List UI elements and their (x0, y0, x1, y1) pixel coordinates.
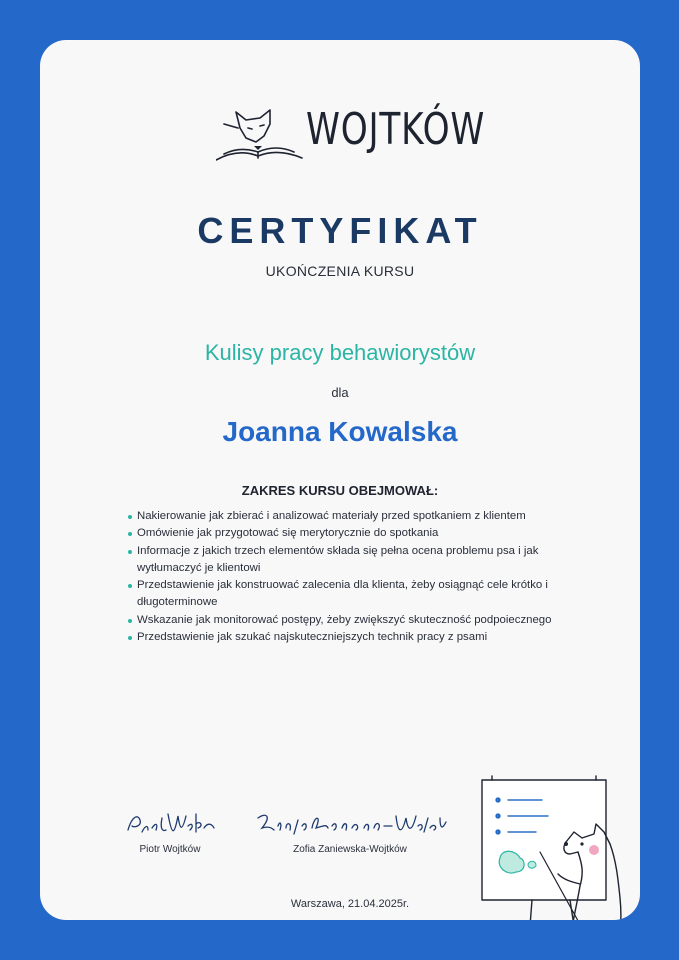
scope-item: Nakierowanie jak zbierać i analizować materiały przed spotkaniem z klientem (128, 508, 588, 525)
scope-heading: ZAKRES KURSU OBEJMOWAŁ: (241, 483, 439, 498)
signature-block-2 (245, 806, 455, 855)
course-name: Kulisy pracy behawiorystów (204, 340, 476, 365)
signature-name-1: Piotr Wojtków (139, 844, 201, 855)
scope-item: Przedstawienie jak konstruować zalecenia dla klienta, żeby osiągnąć cele krótko i długoterminowe (128, 577, 588, 612)
scope-item: Wskazanie jak monitorować postępy, żeby zwiększyć skuteczność podpoiecznego (128, 612, 588, 629)
handwritten-signature-1 (122, 806, 218, 840)
scope-item: Omówienie jak przygotować się merytorycznie do spotkania (128, 525, 588, 542)
scope-item: Przedstawienie jak szukać najskuteczniejszych technik pracy z psami (128, 629, 588, 646)
certificate-subtitle: UKOŃCZENIA KURSU (265, 263, 415, 279)
brand-logo (216, 98, 486, 164)
fox-reading-book-icon (216, 98, 304, 164)
signature-name-2: Zofia Zaniewska-Wojtków (293, 844, 407, 855)
place-date: Warszawa, 21.04.2025r. (290, 898, 410, 910)
brand-wordmark: WOJTKÓW (306, 104, 486, 155)
dog-at-whiteboard-illustration (470, 768, 640, 920)
recipient-name: Joanna Kowalska (222, 416, 458, 447)
handwritten-signature-2 (252, 806, 448, 840)
signature-block-1 (110, 806, 230, 855)
scope-item: Informacje z jakich trzech elementów składa się pełna ocena problemu psa i jak wytłumaczyć je klientowi (128, 543, 588, 578)
certificate-title: CERTYFIKAT (197, 210, 483, 251)
for-label: dla (331, 385, 349, 400)
certificate-card (40, 40, 640, 920)
scope-list (128, 508, 588, 646)
